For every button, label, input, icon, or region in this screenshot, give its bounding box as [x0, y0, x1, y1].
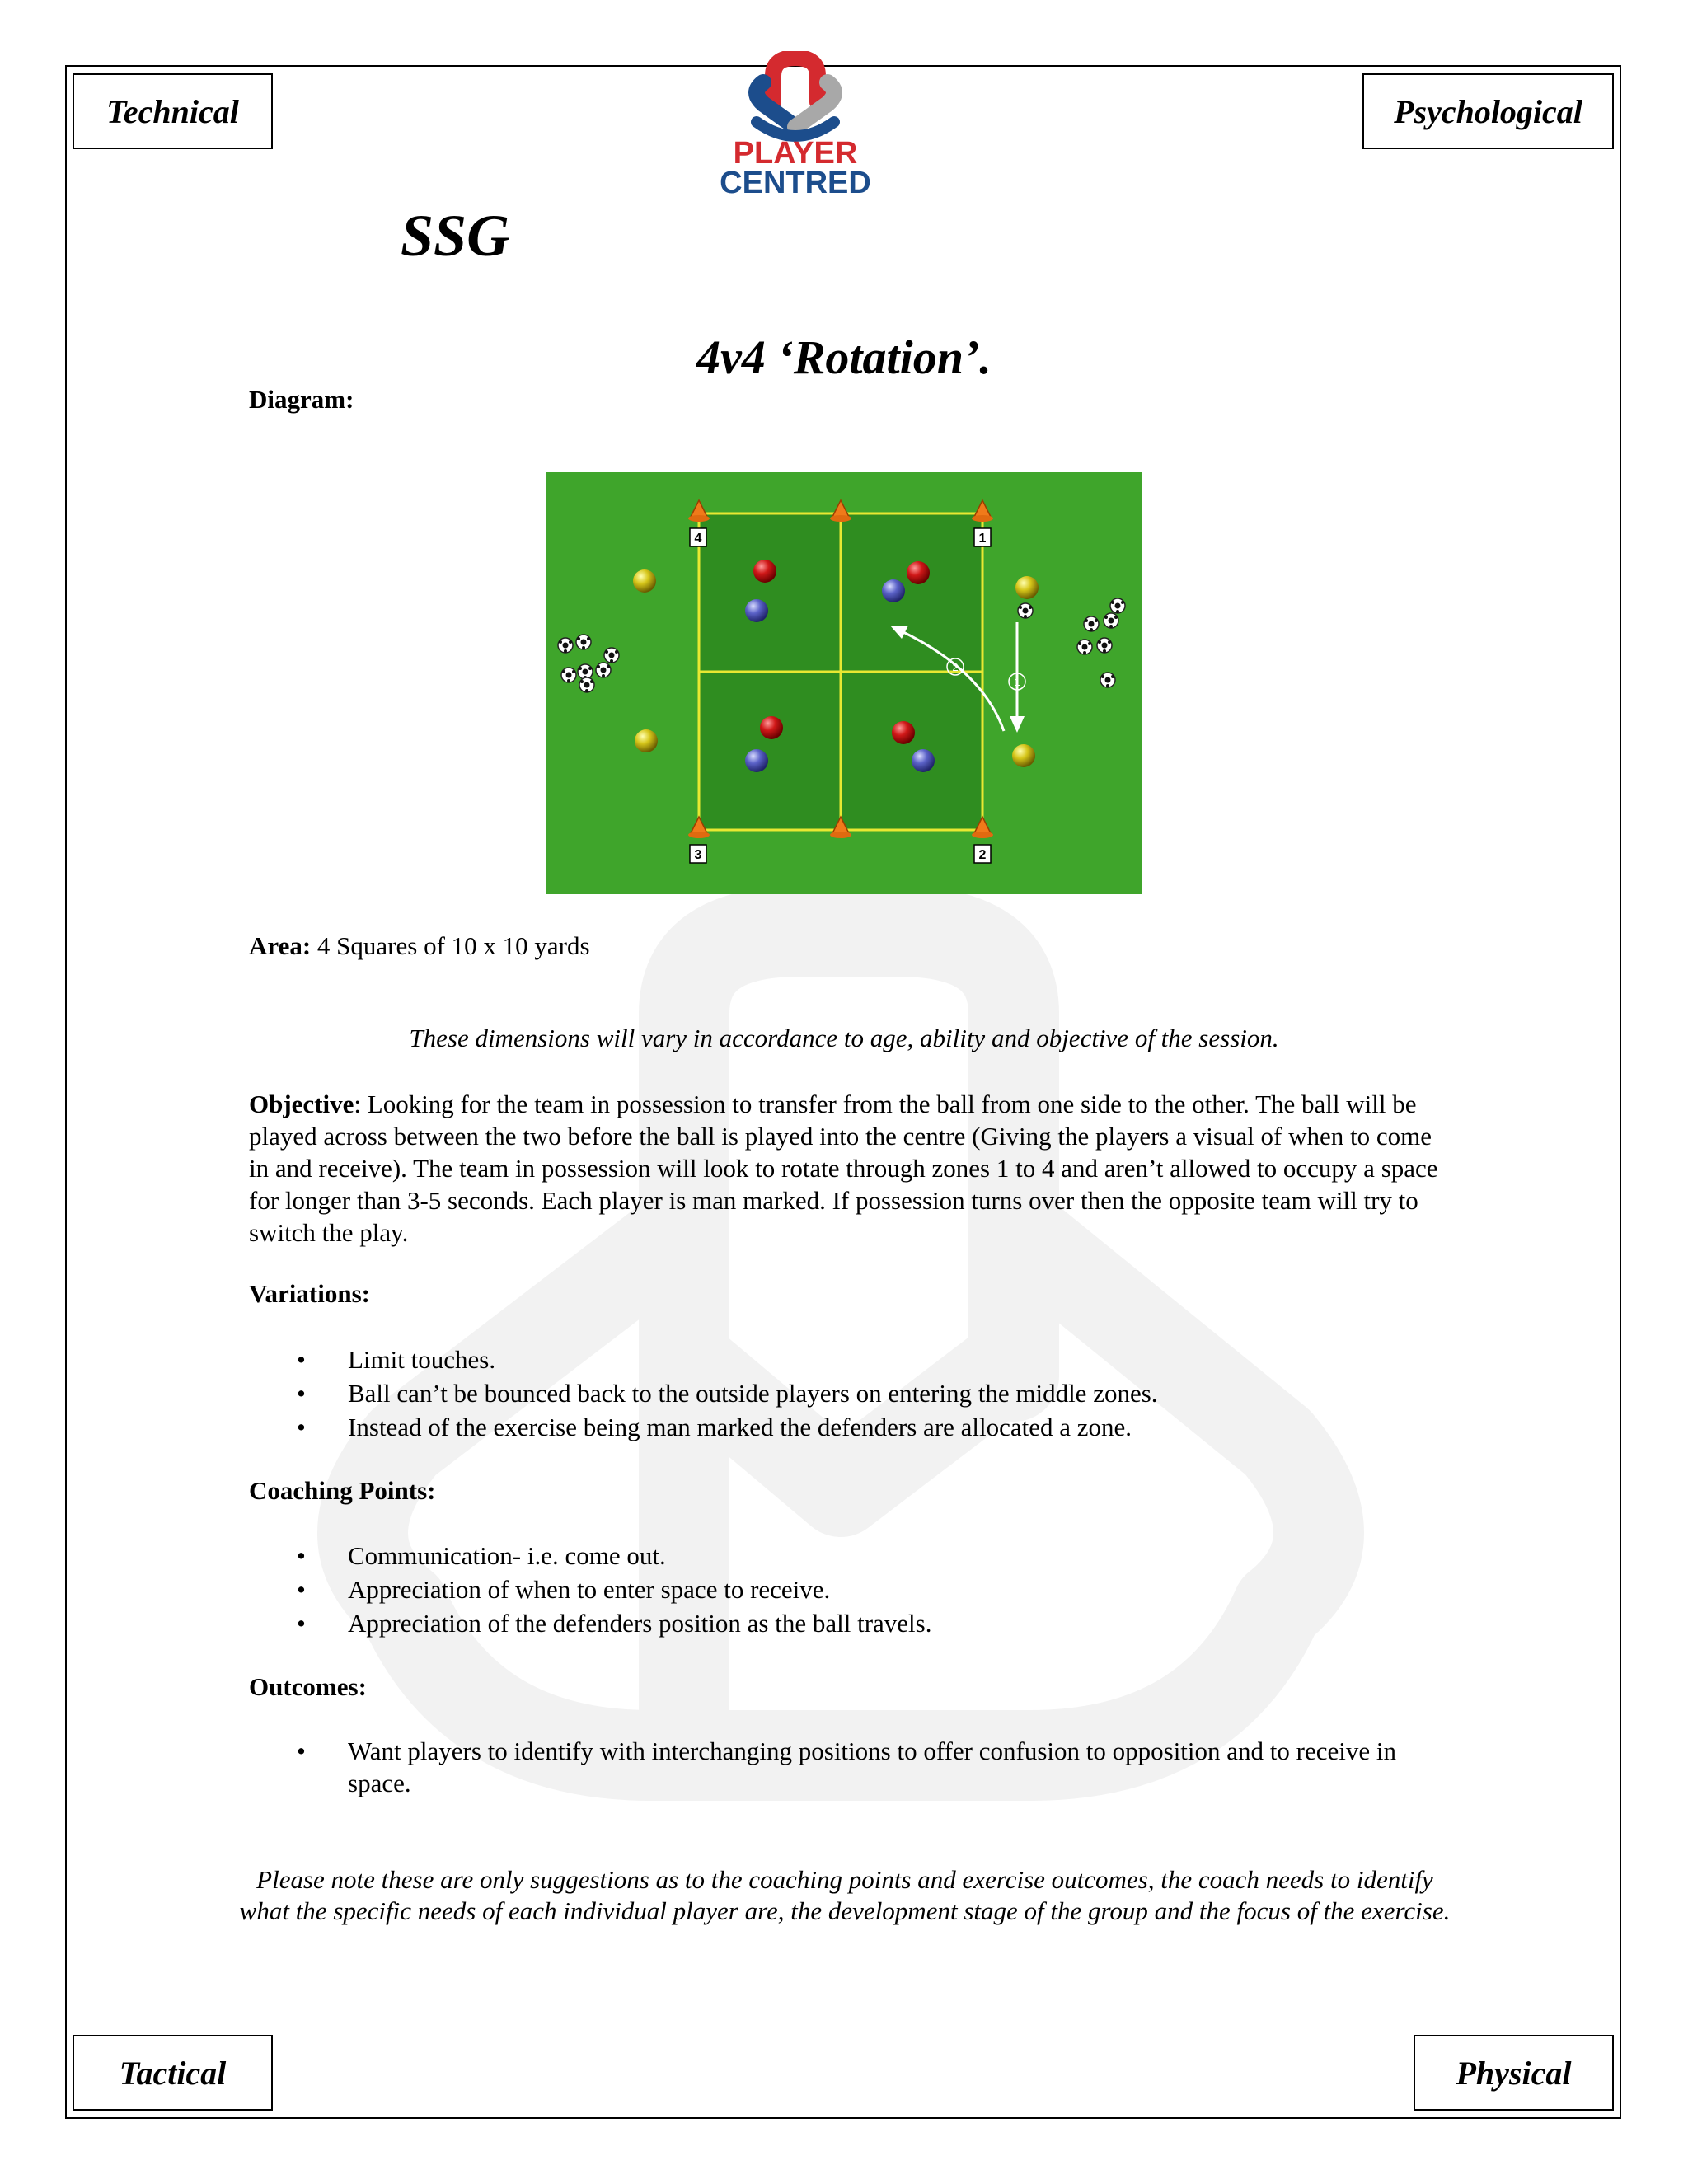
logo-text-player: PLAYER	[733, 136, 858, 171]
logo-mark-icon	[757, 58, 834, 136]
player-centred-logo	[709, 51, 882, 198]
zone-label-1: 1	[978, 532, 987, 546]
disclaimer-note: Please note these are only suggestions as to the coaching points and exercise outcomes, the coach needs to identify what the specific needs of each individual player are, the development stage of the group and the focus of the exercise.	[239, 1865, 1451, 1925]
area-label: Area:	[249, 931, 312, 960]
outcomes-heading: Outcomes:	[249, 1672, 367, 1701]
area-line	[249, 930, 590, 962]
list-item: • Limit touches.	[249, 1343, 1461, 1376]
list-item: • Ball can’t be bounced back to the outside players on entering the middle zones.	[249, 1376, 1461, 1410]
coaching-points-heading: Coaching Points:	[249, 1476, 436, 1505]
outcomes-list	[249, 1735, 1461, 1799]
red-player	[892, 721, 915, 744]
red-player	[760, 716, 783, 739]
coaching-points-list	[249, 1539, 1461, 1640]
arrow-label-1: 1	[1014, 676, 1020, 688]
objective-label: Objective	[249, 1090, 354, 1118]
yellow-player	[635, 729, 658, 752]
session-code: SSG	[401, 203, 510, 269]
logo-text-centred: CENTRED	[720, 166, 871, 198]
list-item: • Communication- i.e. come out.	[249, 1539, 1461, 1572]
red-player	[753, 560, 776, 583]
list-item: • Appreciation of when to enter space to receive.	[249, 1572, 1461, 1606]
red-player	[907, 561, 930, 584]
variations-heading: Variations:	[249, 1279, 370, 1308]
dimensions-note: These dimensions will vary in accordance to age, ability and objective of the session.	[409, 1024, 1279, 1052]
corner-label-physical: Physical	[1414, 2035, 1614, 2111]
zone-label-2: 2	[978, 848, 987, 862]
yellow-player	[1012, 744, 1035, 767]
page-title: 4v4 ‘Rotation’.	[696, 330, 992, 384]
variations-list	[249, 1343, 1461, 1444]
objective-paragraph	[249, 1088, 1444, 1249]
blue-player	[745, 599, 768, 622]
blue-player	[882, 579, 905, 602]
area-value: 4 Squares of 10 x 10 yards	[311, 931, 590, 960]
yellow-player	[1015, 576, 1039, 599]
blue-player	[745, 749, 768, 772]
corner-label-technical: Technical	[73, 73, 273, 149]
corner-label-tactical: Tactical	[73, 2035, 273, 2111]
pitch-diagram	[546, 472, 1142, 894]
zone-label-4: 4	[694, 532, 702, 546]
zone-label-3: 3	[694, 848, 702, 862]
arrow-label-2: 2	[952, 661, 959, 673]
diagram-label: Diagram:	[249, 385, 354, 414]
list-item: • Want players to identify with interchanging positions to offer confusion to opposition and to receive in space.	[249, 1735, 1461, 1799]
list-item: • Instead of the exercise being man marked the defenders are allocated a zone.	[249, 1410, 1461, 1444]
objective-text: : Looking for the team in possession to transfer from the ball from one side to the other. The ball will be played across between the two before the ball is played into the centre (Giving the players a visual of when to come in and receive). The team in possession will look to rotate through zones 1 to 4 and aren’t allowed to occupy a space for longer than 3-5 seconds. Each player is man marked. If possession turns over then the opposite team will try to switch the play.	[249, 1090, 1438, 1247]
corner-label-psychological: Psychological	[1362, 73, 1614, 149]
list-item: • Appreciation of the defenders position as the ball travels.	[249, 1606, 1461, 1640]
yellow-player	[633, 569, 656, 593]
blue-player	[912, 749, 935, 772]
